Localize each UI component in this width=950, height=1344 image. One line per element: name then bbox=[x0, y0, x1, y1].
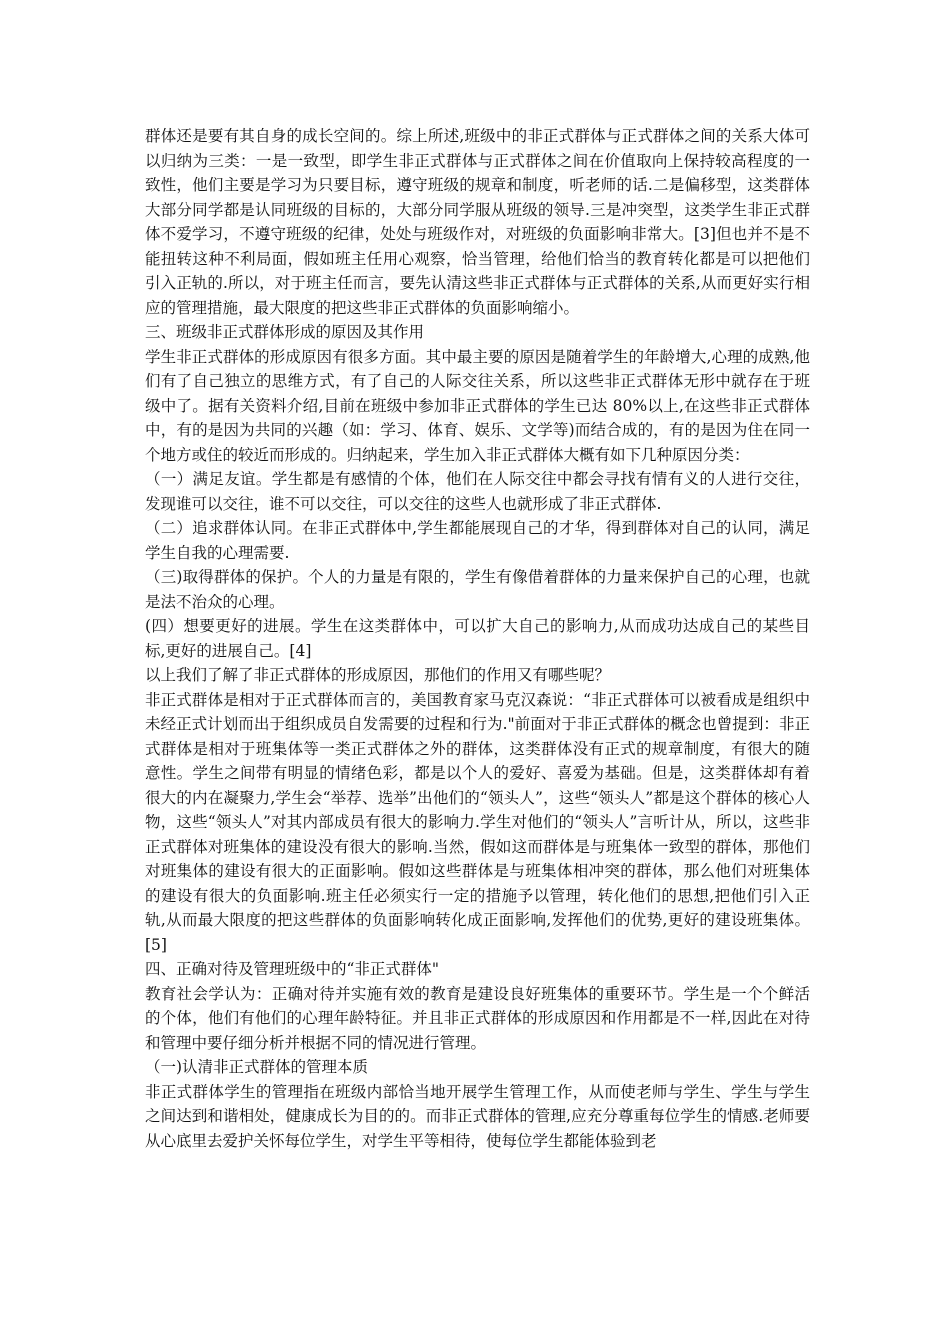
paragraph-group-effects: 非正式群体是相对于正式群体而言的，美国教育家马克汉森说：“非正式群体可以被看成是组织中未经正式计划而出于组织成员自发需要的过程和行为."前面对于非正式群体的概念也曾提到：非正式群体是相对于班集体等一类正式群体之外的群体，这类群体没有正式的规章制度，有很大的随意性。学生之间带有明显的情绪色彩，都是以个人的爱好、喜爱为基础。但是，这类群体却有着很大的内在凝聚力,学生会“举荐、选举”出他们的“领头人”，这些“领头人”都是这个群体的核心人物，这些“领头人”对其内部成员有很大的影响力.学生对他们的“领头人”言听计从，所以，这些非正式群体对班集体的建设没有很大的影响.当然，假如这而群体是与班集体一致型的群体，那他们对班集体的建设有很大的正面影响。假如这些群体是与班集体相冲突的群体，那么他们对班集体的建设有很大的负面影响.班主任必须实行一定的措施予以管理，转化他们的思想,把他们引入正轨,从而最大限度的把这些群体的负面影响转化成正面影响,发挥他们的优势,更好的建设班集体。[5] bbox=[145, 690, 810, 954]
paragraph-formation-causes: 学生非正式群体的形成原因有很多方面。其中最主要的原因是随着学生的年龄增大,心理的成熟,他们有了自己独立的思维方式，有了自己的人际交往关系，所以这些非正式群体无形中就存在于班级中了。据有关资料介绍,目前在班级中参加非正式群体的学生已达 80%以上,在这些非正式群体中，有的是因为共同的兴趣（如：学习、体育、娱乐、文学等)而结合成的，有的是因为住在同一个地方或住的较近而形成的。归纳起来，学生加入非正式群体大概有如下几种原因分类： bbox=[145, 347, 810, 464]
paragraph-cause-recognition: （二）追求群体认同。在非正式群体中,学生都能展现自己的才华，得到群体对自己的认同，满足学生自我的心理需要. bbox=[145, 519, 810, 562]
paragraph-cause-progress: (四）想要更好的进展。学生在这类群体中，可以扩大自己的影响力,从而成功达成自己的某些目标,更好的进展自己。[4] bbox=[145, 617, 810, 660]
document-body bbox=[145, 124, 810, 1153]
paragraph-education-sociology: 教育社会学认为：正确对待并实施有效的教育是建设良好班集体的重要环节。学生是一个个鲜活的个体，他们有他们的心理年龄特征。并且非正式群体的形成原因和作用都是不一样,因此在对待和管理中要仔细分析并根据不同的情况进行管理。 bbox=[145, 984, 810, 1052]
section-heading-three: 三、班级非正式群体形成的原因及其作用 bbox=[145, 323, 425, 341]
paragraph-transition-question: 以上我们了解了非正式群体的形成原因，那他们的作用又有哪些呢？ bbox=[145, 666, 611, 684]
subsection-heading-one: （一)认清非正式群体的管理本质 bbox=[145, 1058, 369, 1076]
paragraph-relationship-types: 群体还是要有其自身的成长空间的。综上所述,班级中的非正式群体与正式群体之间的关系大体可以归纳为三类：一是一致型，即学生非正式群体与正式群体之间在价值取向上保持较高程度的一致性，他们主要是学习为只要目标，遵守班级的规章和制度，听老师的话.二是偏移型，这类群体大部分同学都是认同班级的目标的，大部分同学服从班级的领导.三是冲突型，这类学生非正式群体不爱学习，不遵守班级的纪律，处处与班级作对，对班级的负面影响非常大。[3]但也并不是不能扭转这种不利局面，假如班主任用心观察，恰当管理，给他们恰当的教育转化都是可以把他们引入正轨的.所以，对于班主任而言，要先认清这些非正式群体与正式群体的关系,从而更好实行相应的管理措施，最大限度的把这些非正式群体的负面影响缩小。 bbox=[145, 127, 810, 317]
section-heading-four: 四、正确对待及管理班级中的“非正式群体" bbox=[145, 960, 440, 978]
paragraph-cause-friendship: （一）满足友谊。学生都是有感情的个体，他们在人际交往中都会寻找有情有义的人进行交往，发现谁可以交往，谁不可以交往，可以交往的这些人也就形成了非正式群体. bbox=[145, 470, 810, 513]
paragraph-cause-protection: （三)取得群体的保护。个人的力量是有限的，学生有像借着群体的力量来保护自己的心理，也就是法不治众的心理。 bbox=[145, 568, 810, 611]
paragraph-management-essence: 非正式群体学生的管理指在班级内部恰当地开展学生管理工作，从而使老师与学生、学生与学生之间达到和谐相处，健康成长为目的的。而非正式群体的管理,应充分尊重每位学生的情感.老师要从心底里去爱护关怀每位学生，对学生平等相待，使每位学生都能体验到老 bbox=[145, 1082, 810, 1150]
